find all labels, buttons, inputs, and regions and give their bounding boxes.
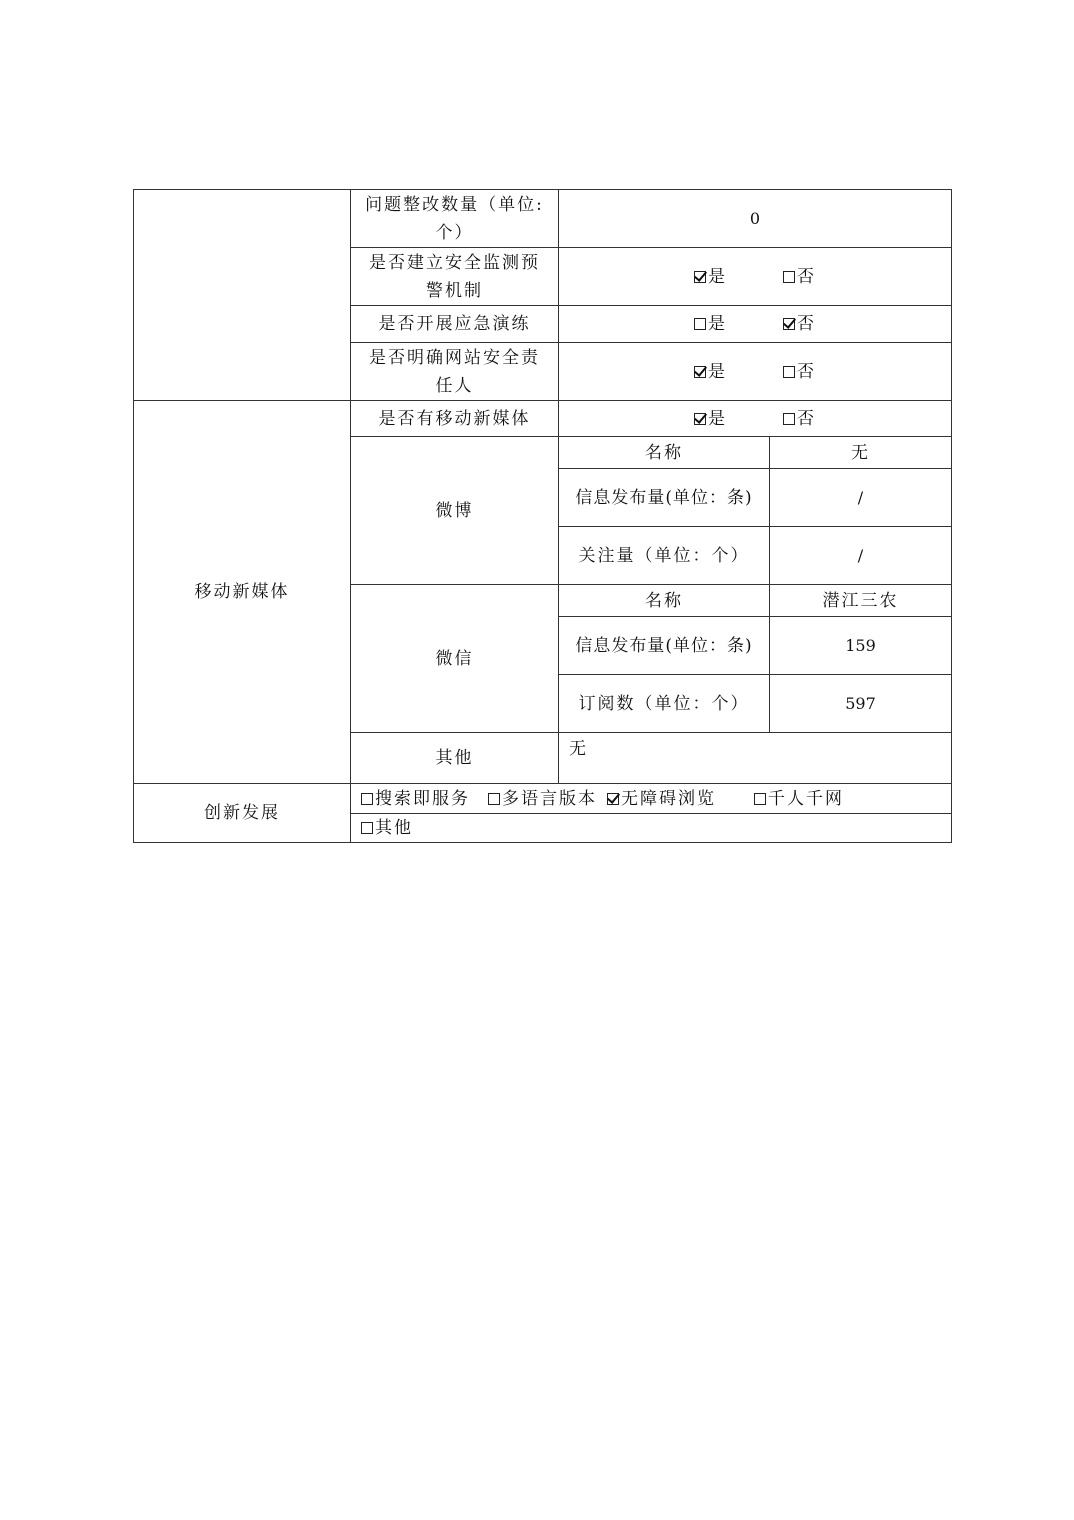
innovation-options [351,784,951,813]
checkbox-checked-icon[interactable] [694,366,706,378]
has-new-media-label: 是否有移动新媒体 [378,408,531,429]
weibo-followers-label: 关注量（单位：个） [578,545,750,566]
monitoring-no-option[interactable]: 否 [783,263,816,291]
weibo-posts-value: / [857,487,864,507]
wechat-posts-label: 信息发布量(单位：条) [575,635,753,656]
checkbox-empty-icon[interactable] [694,318,706,330]
responsible-yes-option[interactable]: 是 [694,358,727,386]
innovation-option-personalized[interactable]: 千人千网 [754,785,844,813]
new-media-yes-option[interactable]: 是 [694,405,727,433]
emergency-drill-label: 是否开展应急演练 [378,314,531,334]
new-media-section-title: 移动新媒体 [194,582,290,602]
other-media-label: 其他 [435,748,474,768]
security-responsible-label: 是否明确网站安全责任人 [369,347,540,396]
monitoring-mechanism-options [559,248,951,305]
drill-no-option[interactable]: 否 [783,310,816,338]
checkbox-empty-icon[interactable] [754,793,766,805]
weibo-posts-label: 信息发布量(单位：条) [575,487,753,508]
checkbox-checked-icon[interactable] [607,793,619,805]
rectification-count-value: 0 [749,208,761,228]
rectification-count-label: 问题整改数量（单位:个） [365,194,544,243]
checkbox-empty-icon[interactable] [488,793,500,805]
responsible-no-option[interactable]: 否 [783,358,816,386]
innovation-option-search-service[interactable]: 搜索即服务 [361,785,470,813]
checkbox-empty-icon[interactable] [361,793,373,805]
weibo-name-label: 名称 [645,442,683,463]
emergency-drill-options [559,306,951,342]
drill-yes-option[interactable]: 是 [694,310,727,338]
security-responsible-options [559,343,951,400]
checkbox-checked-icon[interactable] [783,318,795,330]
checkbox-checked-icon[interactable] [694,271,706,283]
innovation-section-title: 创新发展 [204,803,280,823]
weibo-label: 微博 [435,500,474,521]
innovation-other-row [351,814,951,842]
monitoring-mechanism-label: 是否建立安全监测预警机制 [369,252,540,301]
wechat-name-value: 潜江三农 [822,590,899,611]
weibo-followers-value: / [857,545,864,565]
checkbox-checked-icon[interactable] [694,413,706,425]
monitoring-yes-option[interactable]: 是 [694,263,727,291]
wechat-subscribers-value: 597 [845,693,876,713]
wechat-name-label: 名称 [645,590,683,611]
innovation-other-input[interactable] [413,817,583,839]
wechat-subscribers-label: 订阅数（单位：个） [578,693,750,714]
wechat-posts-value: 159 [845,635,876,655]
checkbox-empty-icon[interactable] [783,271,795,283]
weibo-name-value: 无 [851,442,870,463]
checkbox-empty-icon[interactable] [361,822,373,834]
other-media-value: 无 [569,739,588,759]
innovation-option-multilanguage[interactable]: 多语言版本 [488,785,597,813]
checkbox-empty-icon[interactable] [783,413,795,425]
innovation-option-accessibility[interactable]: 无障碍浏览 [607,785,716,813]
has-new-media-options [559,401,951,436]
wechat-label: 微信 [435,648,474,669]
checkbox-empty-icon[interactable] [783,366,795,378]
new-media-no-option[interactable]: 否 [783,405,816,433]
innovation-option-other[interactable]: 其他 [361,814,583,843]
